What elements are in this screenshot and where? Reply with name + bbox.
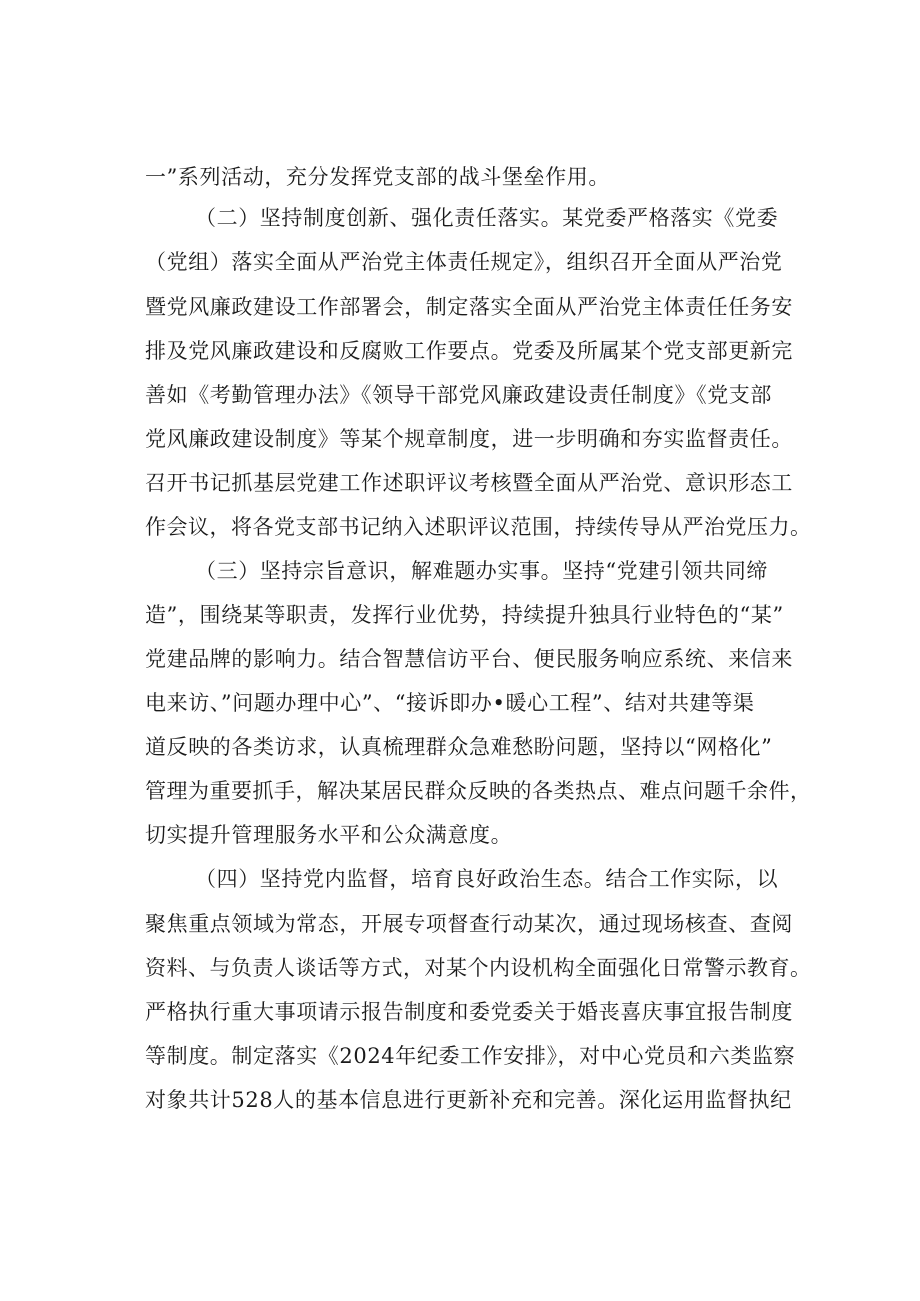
paragraph-line: 善如《考勤管理办法》《领导干部党风廉政建设责任制度》《党支部 [145,383,772,407]
paragraph-line: 党风廉政建设制度》等某个规章制度，进一步明确和夯实监督责任。 [145,427,793,451]
paragraph-line: 电来访、”问题办理中心”、“接诉即办•暖心工程”、结对共建等渠 [145,691,755,715]
paragraph-line: 管理为重要抓手，解决某居民群众反映的各类热点、难点问题千余件， [145,779,812,803]
paragraph-line: （党组）落实全面从严治党主体责任规定》，组织召开全面从严治党 [145,250,783,274]
paragraph-line: 对象共计528人的基本信息进行更新补充和完善。深化运用监督执纪 [145,1088,792,1112]
paragraph-line: 召开书记抓基层党建工作述职评议考核暨全面从严治党、意识形态工 [145,471,793,495]
paragraph-line: 一”系列活动，充分发挥党支部的战斗堡垒作用。 [145,165,610,189]
paragraph-line: 聚焦重点领域为常态，开展专项督查行动某次，通过现场核查、查阅 [145,912,793,936]
paragraph-line: 党建品牌的影响力。结合智慧信访平台、便民服务响应系统、来信来 [145,647,793,671]
paragraph-line: 等制度。制定落实《2024年纪委工作安排》，对中心党员和六类监察 [145,1044,796,1068]
paragraph-line: 切实提升管理服务水平和公众满意度。 [145,823,513,847]
paragraph-line: 造”，围绕某等职责，发挥行业优势，持续提升独具行业特色的“某” [145,603,784,627]
paragraph-line: 资料、与负责人谈话等方式，对某个内设机构全面强化日常警示教育。 [145,956,812,980]
paragraph-line: 道反映的各类访求，认真梳理群众急难愁盼问题，坚持以“网格化” [145,735,773,759]
paragraph-line: 严格执行重大事项请示报告制度和委党委关于婚丧喜庆事宜报告制度 [145,1000,793,1024]
paragraph-line: （四）坚持党内监督，培育良好政治生态。结合工作实际，以 [195,867,779,891]
paragraph-line: 排及党风廉政建设和反腐败工作要点。党委及所属某个党支部更新完 [145,339,793,363]
paragraph-line: 暨党风廉政建设工作部署会，制定落实全面从严治党主体责任任务安 [145,295,793,319]
paragraph-line: （三）坚持宗旨意识，解难题办实事。坚持“党建引领共同缔 [195,559,768,583]
paragraph-line: 作会议，将各党支部书记纳入述职评议范围，持续传导从严治党压力。 [145,515,812,539]
paragraph-line: （二）坚持制度创新、强化责任落实。某党委严格落实《党委 [195,206,779,230]
